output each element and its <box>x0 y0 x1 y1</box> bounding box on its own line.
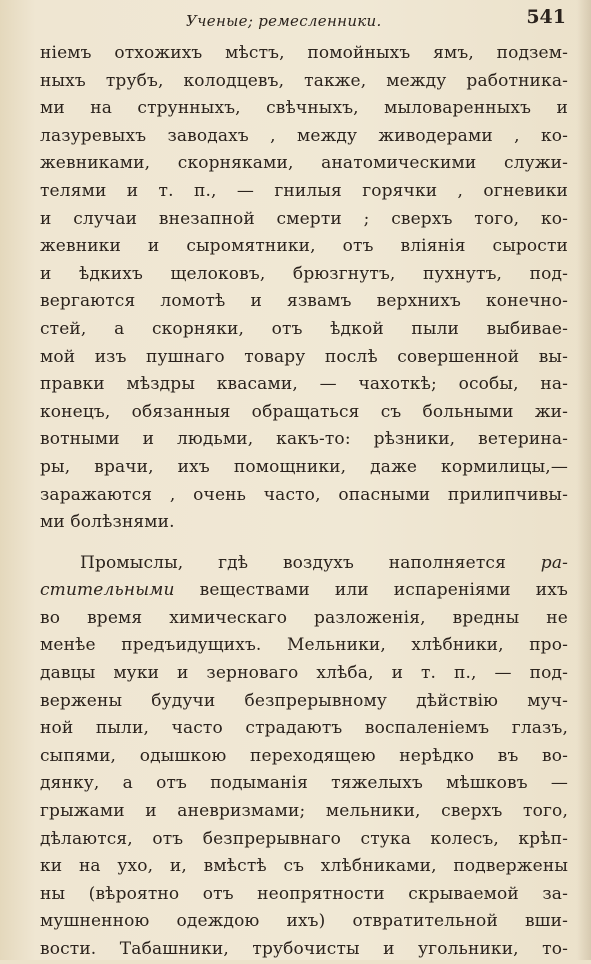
text-line: ми на струнныхъ, свѣчныхъ, мыловаренныхъ и <box>40 98 568 119</box>
text-line: жевники и сыромятники, отъ влiянiя сырости <box>40 236 568 257</box>
text-line: вергаются ломотѣ и язвамъ верхнихъ конечно- <box>40 291 568 312</box>
text-line: нiемъ отхожихъ мѣстъ, помойныхъ ямъ, подзем- <box>40 43 568 63</box>
page-number: 541 <box>526 6 566 28</box>
body-text <box>40 40 568 964</box>
text-line: ной пыли, часто страдаютъ воспаленiемъ глазъ, <box>40 718 568 739</box>
paragraph-gap <box>40 537 568 550</box>
text-line: лазуревыхъ заводахъ , между живодерами , ко- <box>40 125 568 146</box>
italic-word: стительными <box>40 580 175 601</box>
text-line: давцы муки и зерноваго хлѣба, и т. п., — под- <box>40 663 568 684</box>
paragraph-2 <box>40 550 568 964</box>
text-line: во время химическаго разложенiя, вредны не <box>40 607 568 628</box>
italic-word: ра- <box>540 552 568 573</box>
text-line: ры, врачи, ихъ помощники, даже кормилицы,— <box>40 456 568 477</box>
text-line: ны (вѣроятно отъ неопрятности скрываемой за- <box>40 883 568 904</box>
text-line <box>40 577 568 605</box>
text-line: заражаются , очень часто, опасными прилипчивы- <box>40 484 568 505</box>
text-line <box>40 550 568 578</box>
text-line: мой изъ пушнаго товару послѣ совершенной вы- <box>40 346 568 367</box>
text-line: и случаи внезапной смерти ; сверхъ того, ко- <box>40 208 568 229</box>
text-line: правки мѣздры квасами, — чахоткѣ; особы, на- <box>40 374 568 395</box>
text-run: Промыслы, гдѣ воздухъ наполняется <box>80 552 506 573</box>
text-line: телями и т. п., — гнилыя горячки , огневики <box>40 180 568 201</box>
text-line: дянку, а отъ подыманiя тяжелыхъ мѣшковъ — <box>40 773 568 794</box>
text-line: мушненною одеждою ихъ) отвратительной вши- <box>40 911 568 932</box>
text-line: и ѣдкихъ щелоковъ, брюзгнутъ, пухнутъ, под- <box>40 263 568 284</box>
text-line: ныхъ трубъ, колодцевъ, также, между работника- <box>40 70 568 91</box>
text-line: вотными и людьми, какъ-то: рѣзники, ветерина- <box>40 429 568 450</box>
text-run: веществами или испаренiями ихъ <box>199 580 568 601</box>
text-line: вержены будучи безпрерывному дѣйствiю муч- <box>40 690 568 711</box>
running-head: Ученые; ремесленники. <box>186 12 382 30</box>
text-line: вости. Табашники, трубочисты и угольники, то- <box>40 939 568 959</box>
page-header <box>40 4 570 34</box>
text-line: стей, а скорняки, отъ ѣдкой пыли выбивае- <box>40 318 568 339</box>
text-line: конецъ, обязанныя обращаться съ больными жи- <box>40 401 568 422</box>
text-line: ки на ухо, и, вмѣстѣ съ хлѣбниками, подвержены <box>40 856 568 877</box>
text-line: грыжами и аневризмами; мельники, сверхъ того, <box>40 801 568 822</box>
text-line: сыпями, одышкою переходящею нерѣдко въ во- <box>40 745 568 766</box>
text-line: ми болѣзнями. <box>40 512 175 533</box>
text-line: дѣлаются, отъ безпрерывнаго стука колесъ, крѣп- <box>40 828 568 849</box>
text-line: жевниками, скорняками, анатомическими служи- <box>40 153 568 174</box>
paragraph-1 <box>40 40 568 537</box>
page-edge-shadow <box>577 0 591 960</box>
text-line: менѣе предъидущихъ. Мельники, хлѣбники, про- <box>40 635 568 656</box>
